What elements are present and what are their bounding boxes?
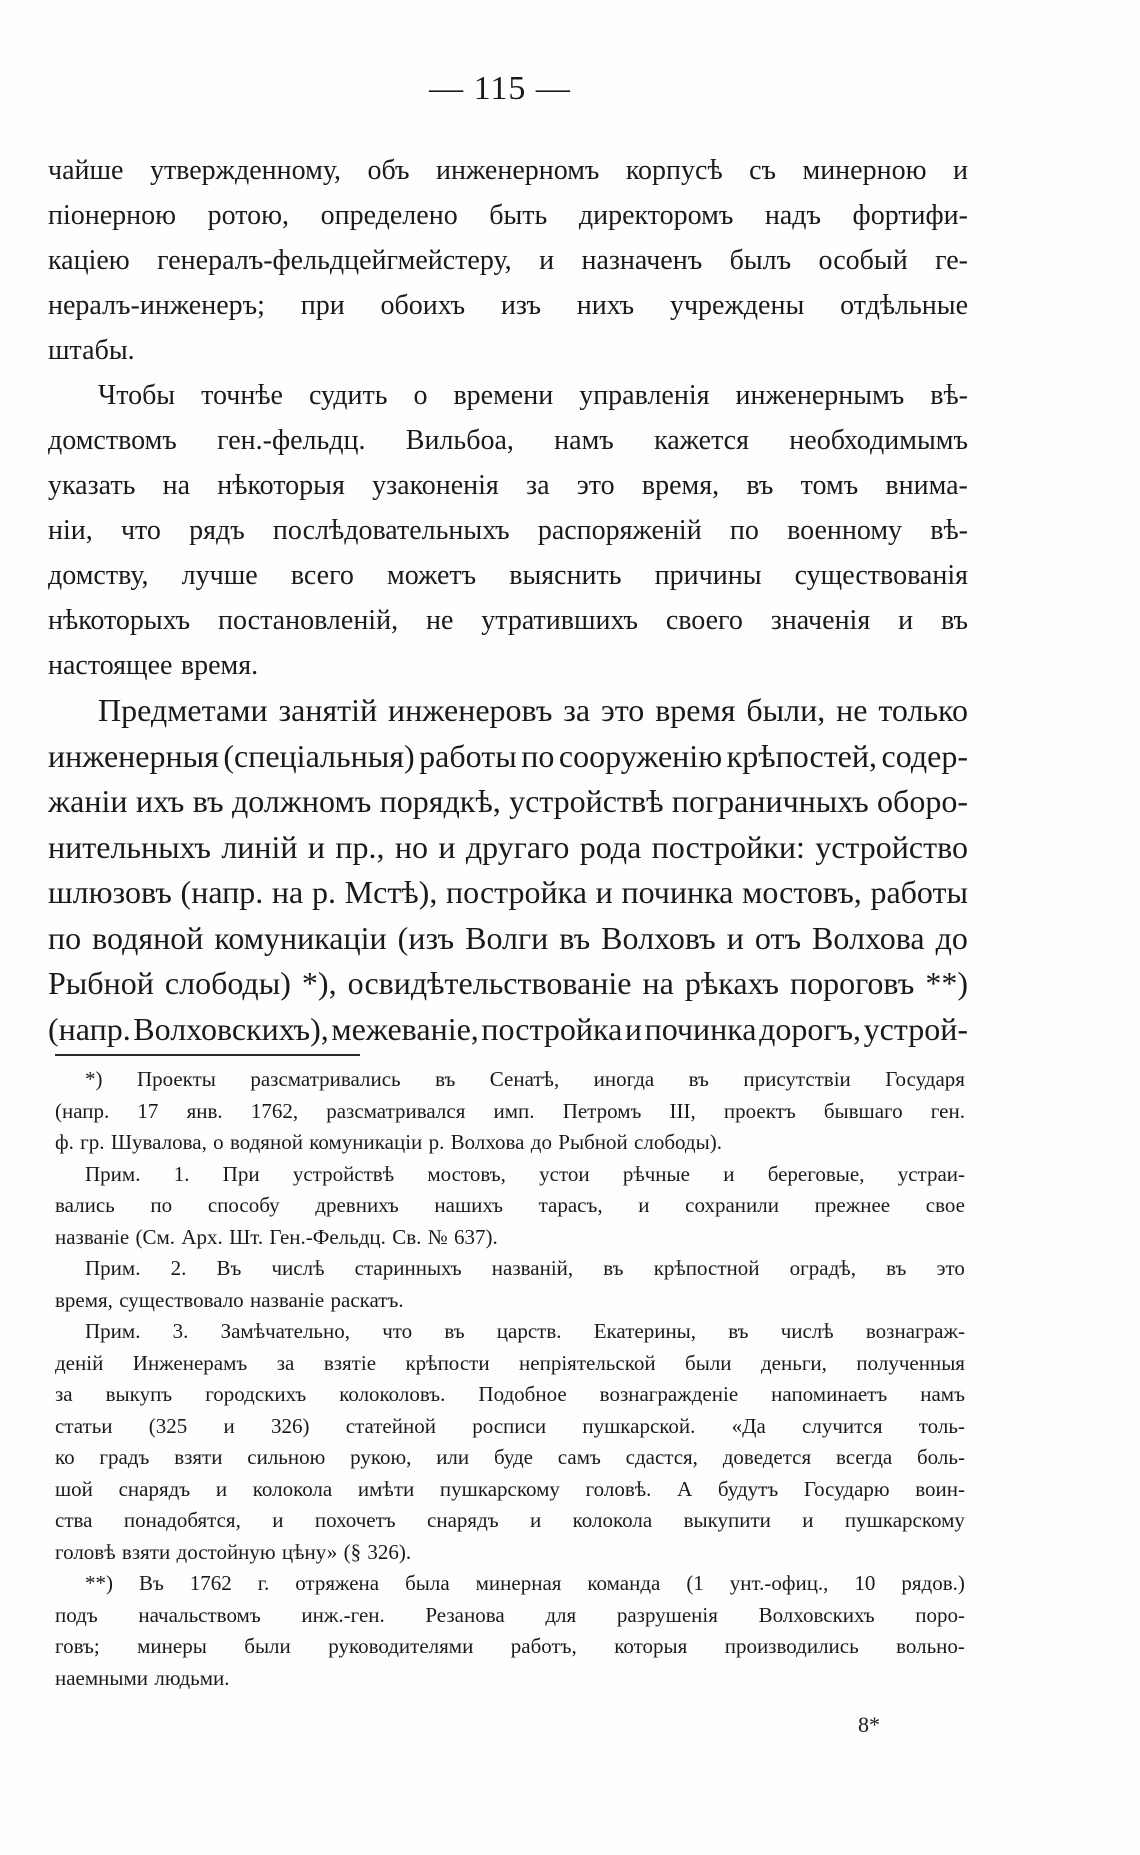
- footnote-line: шой снарядъ и колокола имѣти пушкарскому головѣ. А будутъ Государю воин-: [55, 1476, 965, 1501]
- footnote-line: время, существовало названіе раскатъ.: [55, 1287, 404, 1312]
- footnote-line: статьи (325 и 326) статейной росписи пушкарской. «Да случится толь-: [55, 1413, 965, 1438]
- main-text-lower: [48, 688, 968, 1052]
- text-line: ніи, что рядъ послѣдовательныхъ распоряженій по военному вѣ-: [48, 515, 968, 546]
- footnote-line: ко градъ взяти сильною рукою, или буде самъ сдастся, доведется всегда боль-: [55, 1445, 965, 1469]
- text-line: Предметами занятій инженеровъ за это время были, не только: [98, 692, 968, 728]
- footnote-line: за выкупъ городскихъ колоколовъ. Подобное вознагражденіе напоминаетъ намъ: [55, 1382, 965, 1406]
- footnote-line: вались по способу древнихъ нашихъ тарасъ, и сохранили прежнее свое: [55, 1193, 965, 1217]
- text-line: инженерныя (спеціальныя) работы по сооруженію крѣпостей, содер-: [48, 737, 968, 774]
- text-line: настоящее время.: [48, 650, 259, 681]
- text-line: каціею генералъ-фельдцейгмейстеру, и назначенъ былъ особый ге-: [48, 245, 968, 276]
- footnotes: [55, 1064, 965, 1694]
- text-line: указать на нѣкоторыя узаконенія за это время, въ томъ внима-: [48, 470, 968, 501]
- footnote-line: Прим. 2. Въ числѣ старинныхъ названій, въ крѣпостной оградѣ, въ это: [85, 1256, 965, 1280]
- paragraph-2: [48, 373, 968, 688]
- text-line: Чтобы точнѣе судить о времени управленія инженернымъ вѣ-: [98, 380, 968, 411]
- main-text-upper: [48, 148, 968, 688]
- footnote-note-2: [55, 1253, 965, 1316]
- footnote-line: ства понадобятся, и похочетъ снарядъ и колокола выкупити и пушкарскому: [55, 1508, 965, 1532]
- footnote-line: деній Инженерамъ за взятіе крѣпости непріятельской были деньги, полученныя: [55, 1350, 965, 1375]
- text-line: по водяной комуникаціи (изъ Волги въ Волховъ и отъ Волхова до: [48, 919, 968, 956]
- text-line: нералъ-инженеръ; при обоихъ изъ нихъ учреждены отдѣльные: [48, 290, 968, 321]
- signature-mark: 8*: [858, 1712, 880, 1737]
- footnote-line: подъ начальствомъ инж.-ген. Резанова для разрушенія Волховскихъ поро-: [55, 1602, 965, 1627]
- footnote-note-3: [55, 1316, 965, 1568]
- footnote-divider: [55, 1054, 360, 1056]
- footnote-line: головѣ взяти достойную цѣну» (§ 326).: [55, 1539, 412, 1564]
- footnote-line: говъ; минеры были руководителями работъ, которыя производились вольно-: [55, 1634, 965, 1658]
- footnote-line: Прим. 3. Замѣчательно, что въ царств. Екатерины, въ числѣ вознаграж-: [85, 1319, 965, 1343]
- text-line: домству, лучше всего можетъ выяснить причины существованія: [48, 560, 968, 591]
- footnote-line: ф. гр. Шувалова, о водяной комуникаціи р. Волхова до Рыбной слободы).: [55, 1130, 722, 1154]
- footnote-note-1: [55, 1159, 965, 1254]
- footnote-line: названіе (См. Арх. Шт. Ген.-Фельдц. Св. № 637).: [55, 1224, 498, 1249]
- page-number: — 115 —: [429, 70, 571, 107]
- text-line: штабы.: [48, 335, 135, 366]
- text-line: жаніи ихъ въ должномъ порядкѣ, устройствѣ пограничныхъ оборо-: [48, 783, 968, 819]
- footnote-1: [55, 1064, 965, 1159]
- footnote-line: наемными людьми.: [55, 1665, 230, 1690]
- paragraph-1: [48, 148, 968, 373]
- text-line: Рыбной слободы) *), освидѣтельствованіе на рѣкахъ пороговъ **): [48, 965, 968, 1001]
- footnote-2: [55, 1568, 965, 1694]
- footnote-line: Прим. 1. При устройствѣ мостовъ, устои рѣчные и береговые, устраи-: [85, 1161, 965, 1186]
- text-line: шлюзовъ (напр. на р. Мстѣ), постройка и починка мостовъ, работы: [48, 874, 968, 910]
- footnote-line: (напр. 17 янв. 1762, разсматривался имп. Петромъ III, проектъ бывшаго ген.: [55, 1098, 965, 1123]
- text-line: (напр. Волховскихъ), межеваніе, постройка и починка дорогъ, устрой-: [48, 1010, 968, 1047]
- text-line: піонерною ротою, определено быть директоромъ надъ фортифи-: [48, 200, 968, 231]
- footnote-line: *) Проекты разсматривались въ Сенатѣ, иногда въ присутствіи Государя: [85, 1067, 965, 1091]
- text-line: нѣкоторыхъ постановленій, не утратившихъ своего значенія и въ: [48, 605, 968, 636]
- text-line: чайше утвержденному, объ инженерномъ корпусѣ съ минерною и: [48, 155, 968, 186]
- footnote-line: **) Въ 1762 г. отряжена была минерная команда (1 унт.-офиц., 10 рядов.): [85, 1571, 965, 1595]
- text-line: домствомъ ген.-фельдц. Вильбоа, намъ кажется необходимымъ: [48, 425, 968, 456]
- paragraph-3: [48, 688, 968, 1052]
- text-line: нительныхъ линій и пр., но и другаго рода постройки: устройство: [48, 828, 968, 865]
